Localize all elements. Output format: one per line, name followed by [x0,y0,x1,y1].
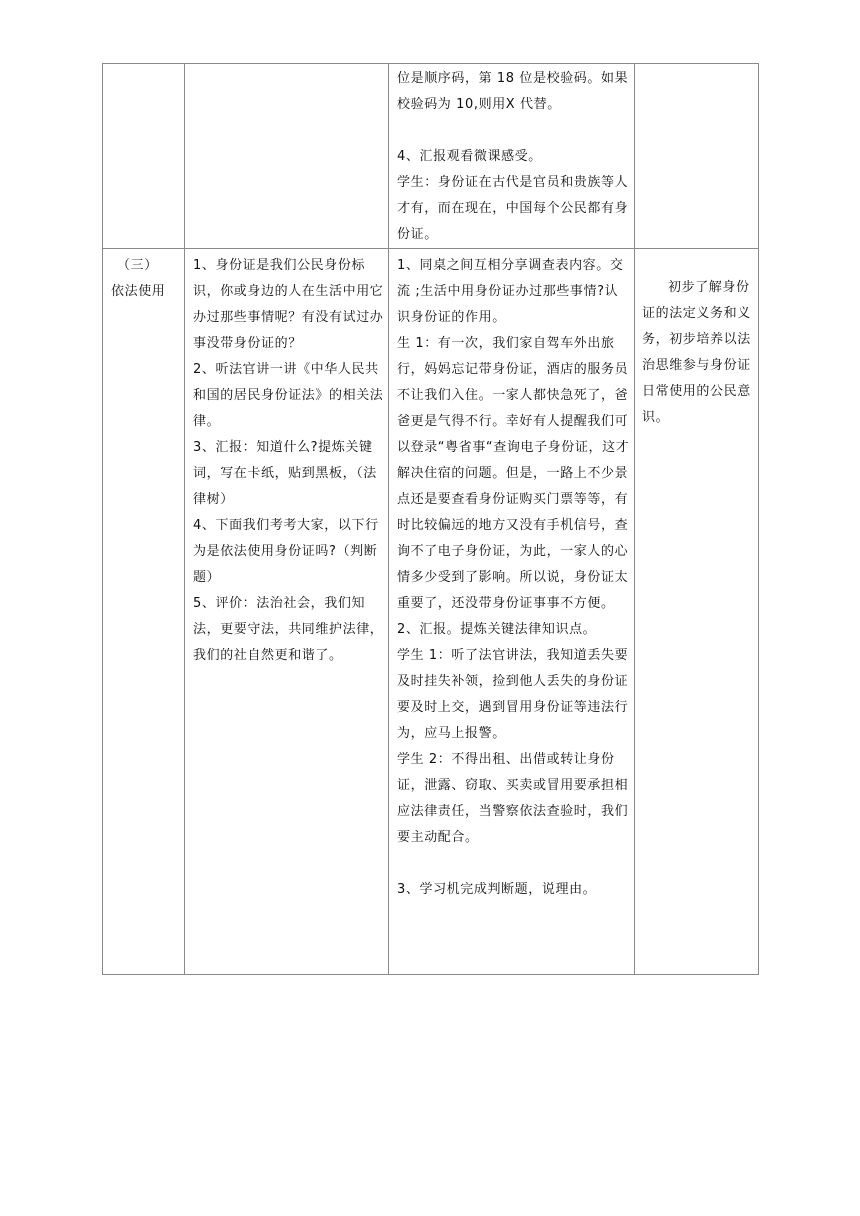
student-activity-cell [389,64,635,249]
teacher-item: 2、听法官讲一讲《中华人民共和国的居民身份证法》的相关法律。 [193,362,384,429]
teacher-item: 5、评价：法治社会，我们知法，更要守法，共同维护法律，我们的社自然更和谐了。 [193,596,384,663]
student-answer-text: 学生：身份证在古代是官员和贵族等人才有，而在现在，中国每个公民都有身份证。 [397,175,629,242]
goal-cell-empty [635,64,759,249]
teacher-item: 4、下面我们考考大家，以下行为是依法使用身份证吗?（判断题） [193,518,379,585]
student-item: 1、同桌之间互相分享调查表内容。交流 ;生活中用身份证办过那些事情?认识身份证的作用。 [397,258,624,325]
teacher-item: 1、身份证是我们公民身份标识，你或身边的人在生活中用它办过那些事情呢？有没有试过办事没带身份证的？ [193,258,384,351]
section-cell-empty [103,64,185,249]
student-item: 学生 2：不得出租、出借或转让身份证，泄露、窃取、买卖或冒用要承担相应法律责任，当警察依法查验时，我们要主动配合。 [397,752,629,845]
teacher-activity-cell [185,249,389,975]
section-cell [103,249,185,975]
student-item: 生 1：有一次，我们家自驾车外出旅行，妈妈忘记带身份证，酒店的服务员不让我们入住。一家人都快急死了，爸爸更是气得不行。幸好有人提醒我们可以登录“粤省事“查询电子身份证，这才解决住宿的问题。但是，一路上不少景点还是要查看身份证购买门票等等，有时比较偏远的地方又没有手机信号，查询不了电子身份证，为此，一家人的心情多少受到了影响。所以说，身份证太重要了，还没带身份证事事不方便。 [397,336,630,611]
table-row-section-three [103,249,759,975]
teacher-activity-cell-empty [185,64,389,249]
student-item: 学生 1：听了法官讲法，我知道丢失要及时挂失补领，捡到他人丢失的身份证要及时上交，遇到冒用身份证等违法行为，应马上报警。 [397,648,629,741]
activity-text: 位是顺序码，第 18 位是校验码。如果校验码为 10,则用X 代替。 [397,71,629,112]
student-final-item: 3、学习机完成判断题，说理由。 [397,882,597,897]
section-title: 依法使用 [111,284,166,299]
table-row-continuation [103,64,759,249]
student-item: 2、汇报。提炼关键法律知识点。 [397,622,597,637]
student-activity-cell [389,249,635,975]
goal-text: 初步了解身份证的法定义务和义务，初步培养以法治思维参与身份证日常使用的公民意识。 [642,280,751,425]
teacher-item: 3、汇报：知道什么?提炼关键词，写在卡纸，贴到黑板，（法律树） [193,440,377,507]
lesson-plan-table [102,63,759,975]
section-number: （三） [117,258,158,273]
goal-cell [635,249,759,975]
report-text: 4、汇报观看微课感受。 [397,149,542,164]
